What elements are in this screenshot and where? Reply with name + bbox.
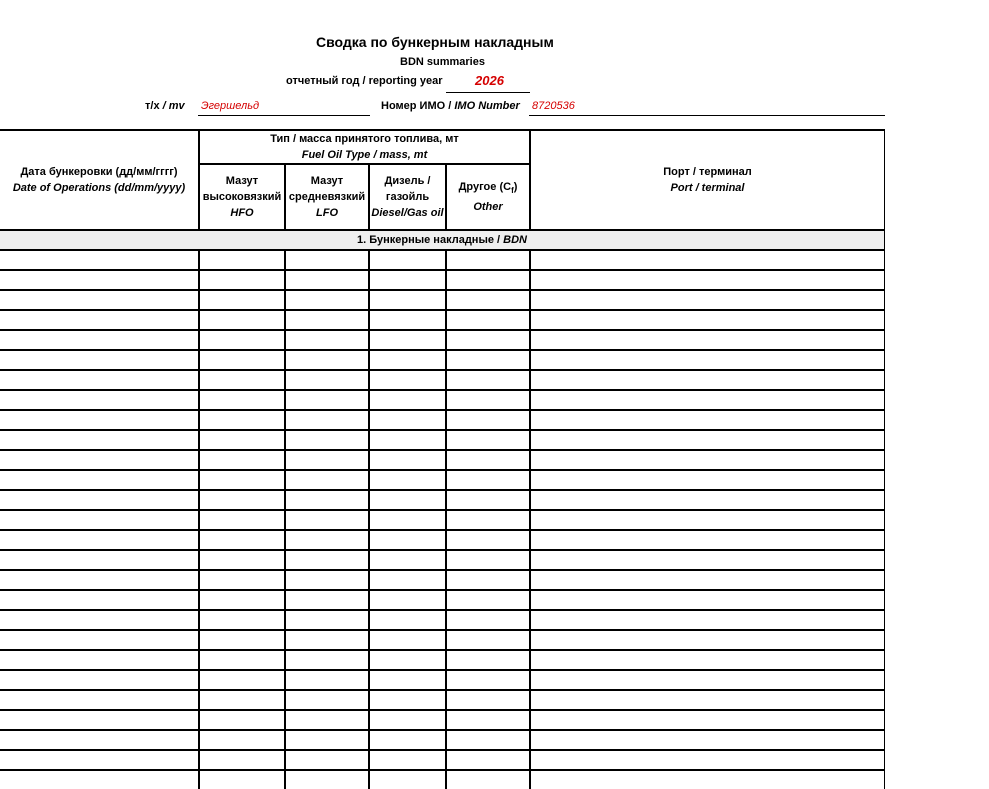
hfo-cell[interactable] <box>199 670 285 690</box>
date-cell[interactable] <box>0 490 199 510</box>
diesel-cell[interactable] <box>369 650 446 670</box>
hfo-cell[interactable] <box>199 690 285 710</box>
other-cell[interactable] <box>446 370 530 390</box>
date-cell[interactable] <box>0 690 199 710</box>
port-cell[interactable] <box>530 510 885 530</box>
port-cell[interactable] <box>530 590 885 610</box>
date-cell[interactable] <box>0 390 199 410</box>
hfo-cell[interactable] <box>199 730 285 750</box>
other-cell[interactable] <box>446 430 530 450</box>
port-cell[interactable] <box>530 570 885 590</box>
port-cell[interactable] <box>530 750 885 770</box>
diesel-cell[interactable] <box>369 610 446 630</box>
hfo-cell[interactable] <box>199 290 285 310</box>
lfo-cell[interactable] <box>285 610 369 630</box>
date-cell[interactable] <box>0 370 199 390</box>
reporting-year-label: отчетный год / reporting year <box>286 75 443 87</box>
table-row <box>0 250 885 270</box>
diesel-cell[interactable] <box>369 550 446 570</box>
diesel-cell[interactable] <box>369 490 446 510</box>
diesel-ru-2: газойль <box>385 191 430 203</box>
lfo-cell[interactable] <box>285 450 369 470</box>
date-column-header <box>0 130 199 230</box>
port-cell[interactable] <box>530 490 885 510</box>
hfo-cell[interactable] <box>199 330 285 350</box>
page-title: Сводка по бункерным накладным <box>316 34 554 50</box>
bdn-table <box>0 129 885 789</box>
other-cell[interactable] <box>446 570 530 590</box>
hfo-ru-1: Мазут <box>225 175 259 187</box>
port-cell[interactable] <box>530 270 885 290</box>
other-cell[interactable] <box>446 310 530 330</box>
bdn-rows <box>0 250 885 789</box>
lfo-cell[interactable] <box>285 510 369 530</box>
port-cell[interactable] <box>530 350 885 370</box>
date-cell[interactable] <box>0 590 199 610</box>
other-cell[interactable] <box>446 330 530 350</box>
imo-value[interactable]: 8720536 <box>532 100 575 112</box>
diesel-cell[interactable] <box>369 350 446 370</box>
diesel-cell[interactable] <box>369 430 446 450</box>
imo-label <box>381 100 520 112</box>
hfo-cell[interactable] <box>199 530 285 550</box>
lfo-ru-2: средневязкий <box>288 191 366 203</box>
table-row <box>0 350 885 370</box>
hfo-cell[interactable] <box>199 430 285 450</box>
diesel-cell[interactable] <box>369 390 446 410</box>
lfo-cell[interactable] <box>285 490 369 510</box>
imo-label-en: IMO Number <box>454 100 520 112</box>
lfo-cell[interactable] <box>285 410 369 430</box>
page-subtitle: BDN summaries <box>400 56 485 68</box>
hfo-cell[interactable] <box>199 390 285 410</box>
lfo-cell[interactable] <box>285 730 369 750</box>
date-cell[interactable] <box>0 550 199 570</box>
date-cell[interactable] <box>0 710 199 730</box>
other-cell[interactable] <box>446 590 530 610</box>
hfo-cell[interactable] <box>199 510 285 530</box>
port-cell[interactable] <box>530 730 885 750</box>
other-cell[interactable] <box>446 670 530 690</box>
vessel-label-ru: т/х <box>145 100 160 112</box>
lfo-cell[interactable] <box>285 670 369 690</box>
section-en: BDN <box>503 234 527 246</box>
table-row <box>0 370 885 390</box>
diesel-ru-1: Дизель / <box>384 175 431 187</box>
diesel-cell[interactable] <box>369 590 446 610</box>
diesel-cell[interactable] <box>369 290 446 310</box>
lfo-cell[interactable] <box>285 590 369 610</box>
diesel-cell[interactable] <box>369 410 446 430</box>
date-cell[interactable] <box>0 530 199 550</box>
port-cell[interactable] <box>530 690 885 710</box>
diesel-cell[interactable] <box>369 750 446 770</box>
date-cell[interactable] <box>0 310 199 330</box>
other-cell[interactable] <box>446 770 530 789</box>
diesel-cell[interactable] <box>369 530 446 550</box>
hfo-column-header <box>199 164 285 230</box>
hfo-cell[interactable] <box>199 770 285 789</box>
table-row <box>0 670 885 690</box>
date-cell[interactable] <box>0 350 199 370</box>
diesel-cell[interactable] <box>369 310 446 330</box>
other-ru <box>447 179 529 199</box>
hfo-cell[interactable] <box>199 450 285 470</box>
table-row <box>0 450 885 470</box>
vessel-label <box>145 100 185 112</box>
lfo-cell[interactable] <box>285 430 369 450</box>
date-cell[interactable] <box>0 570 199 590</box>
table-row <box>0 510 885 530</box>
diesel-cell[interactable] <box>369 510 446 530</box>
port-cell[interactable] <box>530 610 885 630</box>
date-cell[interactable] <box>0 770 199 789</box>
hfo-cell[interactable] <box>199 750 285 770</box>
lfo-cell[interactable] <box>285 350 369 370</box>
date-cell[interactable] <box>0 730 199 750</box>
diesel-cell[interactable] <box>369 690 446 710</box>
table-row <box>0 490 885 510</box>
port-cell[interactable] <box>530 410 885 430</box>
date-cell[interactable] <box>0 630 199 650</box>
port-cell[interactable] <box>530 310 885 330</box>
hfo-cell[interactable] <box>199 570 285 590</box>
hfo-cell[interactable] <box>199 410 285 430</box>
port-cell[interactable] <box>530 530 885 550</box>
date-cell[interactable] <box>0 250 199 270</box>
diesel-cell[interactable] <box>369 670 446 690</box>
table-row <box>0 690 885 710</box>
lfo-cell[interactable] <box>285 710 369 730</box>
lfo-cell[interactable] <box>285 550 369 570</box>
other-cell[interactable] <box>446 490 530 510</box>
port-column-header <box>530 130 885 230</box>
lfo-cell[interactable] <box>285 250 369 270</box>
diesel-cell[interactable] <box>369 570 446 590</box>
lfo-cell[interactable] <box>285 750 369 770</box>
date-cell[interactable] <box>0 410 199 430</box>
date-cell[interactable] <box>0 750 199 770</box>
hfo-cell[interactable] <box>199 370 285 390</box>
diesel-cell[interactable] <box>369 250 446 270</box>
table-row <box>0 650 885 670</box>
port-cell[interactable] <box>530 630 885 650</box>
table-row <box>0 550 885 570</box>
table-row <box>0 630 885 650</box>
lfo-cell[interactable] <box>285 390 369 410</box>
table-row <box>0 530 885 550</box>
other-cell[interactable] <box>446 750 530 770</box>
hfo-cell[interactable] <box>199 610 285 630</box>
vessel-underline <box>198 115 370 116</box>
vessel-label-en: / mv <box>162 100 185 112</box>
diesel-en: Diesel/Gas oil <box>371 207 444 219</box>
other-ru-close: ) <box>513 180 518 193</box>
lfo-cell[interactable] <box>285 770 369 789</box>
table-row <box>0 750 885 770</box>
port-cell[interactable] <box>530 330 885 350</box>
table-row <box>0 730 885 750</box>
section-header <box>0 230 885 250</box>
port-cell[interactable] <box>530 250 885 270</box>
hfo-cell[interactable] <box>199 650 285 670</box>
lfo-cell[interactable] <box>285 370 369 390</box>
imo-label-ru: Номер ИМО / <box>381 100 452 112</box>
table-row <box>0 290 885 310</box>
lfo-cell[interactable] <box>285 330 369 350</box>
date-cell[interactable] <box>0 510 199 530</box>
other-cell[interactable] <box>446 630 530 650</box>
diesel-cell[interactable] <box>369 450 446 470</box>
hfo-cell[interactable] <box>199 250 285 270</box>
hfo-ru-2: высоковязкий <box>202 191 282 203</box>
diesel-cell[interactable] <box>369 770 446 789</box>
lfo-ru-1: Мазут <box>310 175 344 187</box>
other-cell[interactable] <box>446 250 530 270</box>
imo-underline <box>529 115 885 116</box>
lfo-cell[interactable] <box>285 530 369 550</box>
lfo-cell[interactable] <box>285 470 369 490</box>
date-cell[interactable] <box>0 290 199 310</box>
date-cell[interactable] <box>0 270 199 290</box>
diesel-cell[interactable] <box>369 330 446 350</box>
port-cell[interactable] <box>530 390 885 410</box>
vessel-name[interactable]: Эгершельд <box>201 100 260 112</box>
lfo-cell[interactable] <box>285 290 369 310</box>
diesel-cell[interactable] <box>369 270 446 290</box>
date-cell[interactable] <box>0 330 199 350</box>
hfo-cell[interactable] <box>199 490 285 510</box>
other-cell[interactable] <box>446 450 530 470</box>
date-cell[interactable] <box>0 470 199 490</box>
port-cell[interactable] <box>530 370 885 390</box>
other-cell[interactable] <box>446 650 530 670</box>
port-cell[interactable] <box>530 770 885 789</box>
diesel-cell[interactable] <box>369 730 446 750</box>
other-column-header <box>446 164 530 230</box>
date-cell[interactable] <box>0 610 199 630</box>
port-cell[interactable] <box>530 290 885 310</box>
diesel-column-header <box>369 164 446 230</box>
table-row <box>0 470 885 490</box>
lfo-cell[interactable] <box>285 650 369 670</box>
hfo-cell[interactable] <box>199 710 285 730</box>
other-cell[interactable] <box>446 410 530 430</box>
port-cell[interactable] <box>530 470 885 490</box>
port-cell[interactable] <box>530 430 885 450</box>
reporting-year-value[interactable]: 2026 <box>475 73 504 88</box>
other-cell[interactable] <box>446 270 530 290</box>
table-row <box>0 330 885 350</box>
date-col-ru: Дата бункеровки (дд/мм/гггг) <box>20 166 178 178</box>
other-cell[interactable] <box>446 530 530 550</box>
other-cell[interactable] <box>446 350 530 370</box>
other-cell[interactable] <box>446 690 530 710</box>
table-row <box>0 710 885 730</box>
port-col-ru: Порт / терминал <box>663 166 752 178</box>
hfo-cell[interactable] <box>199 550 285 570</box>
reporting-year-underline <box>446 92 530 93</box>
port-cell[interactable] <box>530 710 885 730</box>
diesel-cell[interactable] <box>369 710 446 730</box>
fuel-group-header <box>199 130 530 164</box>
port-cell[interactable] <box>530 450 885 470</box>
diesel-cell[interactable] <box>369 370 446 390</box>
table-row <box>0 570 885 590</box>
lfo-cell[interactable] <box>285 570 369 590</box>
other-cell[interactable] <box>446 290 530 310</box>
other-cell[interactable] <box>446 710 530 730</box>
hfo-cell[interactable] <box>199 590 285 610</box>
date-col-en: Date of Operations (dd/mm/yyyy) <box>12 182 186 194</box>
fuel-group-ru: Тип / масса принятого топлива, мт <box>270 133 459 145</box>
port-cell[interactable] <box>530 550 885 570</box>
date-cell[interactable] <box>0 430 199 450</box>
other-ru-text: Другое (C <box>458 180 512 193</box>
hfo-cell[interactable] <box>199 630 285 650</box>
table-row <box>0 310 885 330</box>
lfo-cell[interactable] <box>285 690 369 710</box>
table-row <box>0 390 885 410</box>
table-row <box>0 430 885 450</box>
port-cell[interactable] <box>530 670 885 690</box>
hfo-en: HFO <box>230 207 254 219</box>
fuel-group-en: Fuel Oil Type / mass, mt <box>301 149 428 161</box>
lfo-cell[interactable] <box>285 270 369 290</box>
other-cell[interactable] <box>446 730 530 750</box>
hfo-cell[interactable] <box>199 470 285 490</box>
other-ru-sub: f <box>511 186 514 196</box>
diesel-cell[interactable] <box>369 470 446 490</box>
hfo-cell[interactable] <box>199 270 285 290</box>
table-row <box>0 770 885 789</box>
lfo-cell[interactable] <box>285 630 369 650</box>
port-cell[interactable] <box>530 650 885 670</box>
hfo-cell[interactable] <box>199 310 285 330</box>
other-cell[interactable] <box>446 550 530 570</box>
section-ru: 1. Бункерные накладные / <box>357 234 501 246</box>
table-row <box>0 610 885 630</box>
lfo-cell[interactable] <box>285 310 369 330</box>
other-cell[interactable] <box>446 390 530 410</box>
other-cell[interactable] <box>446 470 530 490</box>
port-col-en: Port / terminal <box>670 182 745 194</box>
lfo-column-header <box>285 164 369 230</box>
date-cell[interactable] <box>0 450 199 470</box>
table-row <box>0 270 885 290</box>
date-cell[interactable] <box>0 650 199 670</box>
other-cell[interactable] <box>446 610 530 630</box>
lfo-en: LFO <box>316 207 338 219</box>
other-en: Other <box>473 201 503 214</box>
diesel-cell[interactable] <box>369 630 446 650</box>
hfo-cell[interactable] <box>199 350 285 370</box>
date-cell[interactable] <box>0 670 199 690</box>
table-row <box>0 590 885 610</box>
other-cell[interactable] <box>446 510 530 530</box>
table-row <box>0 410 885 430</box>
